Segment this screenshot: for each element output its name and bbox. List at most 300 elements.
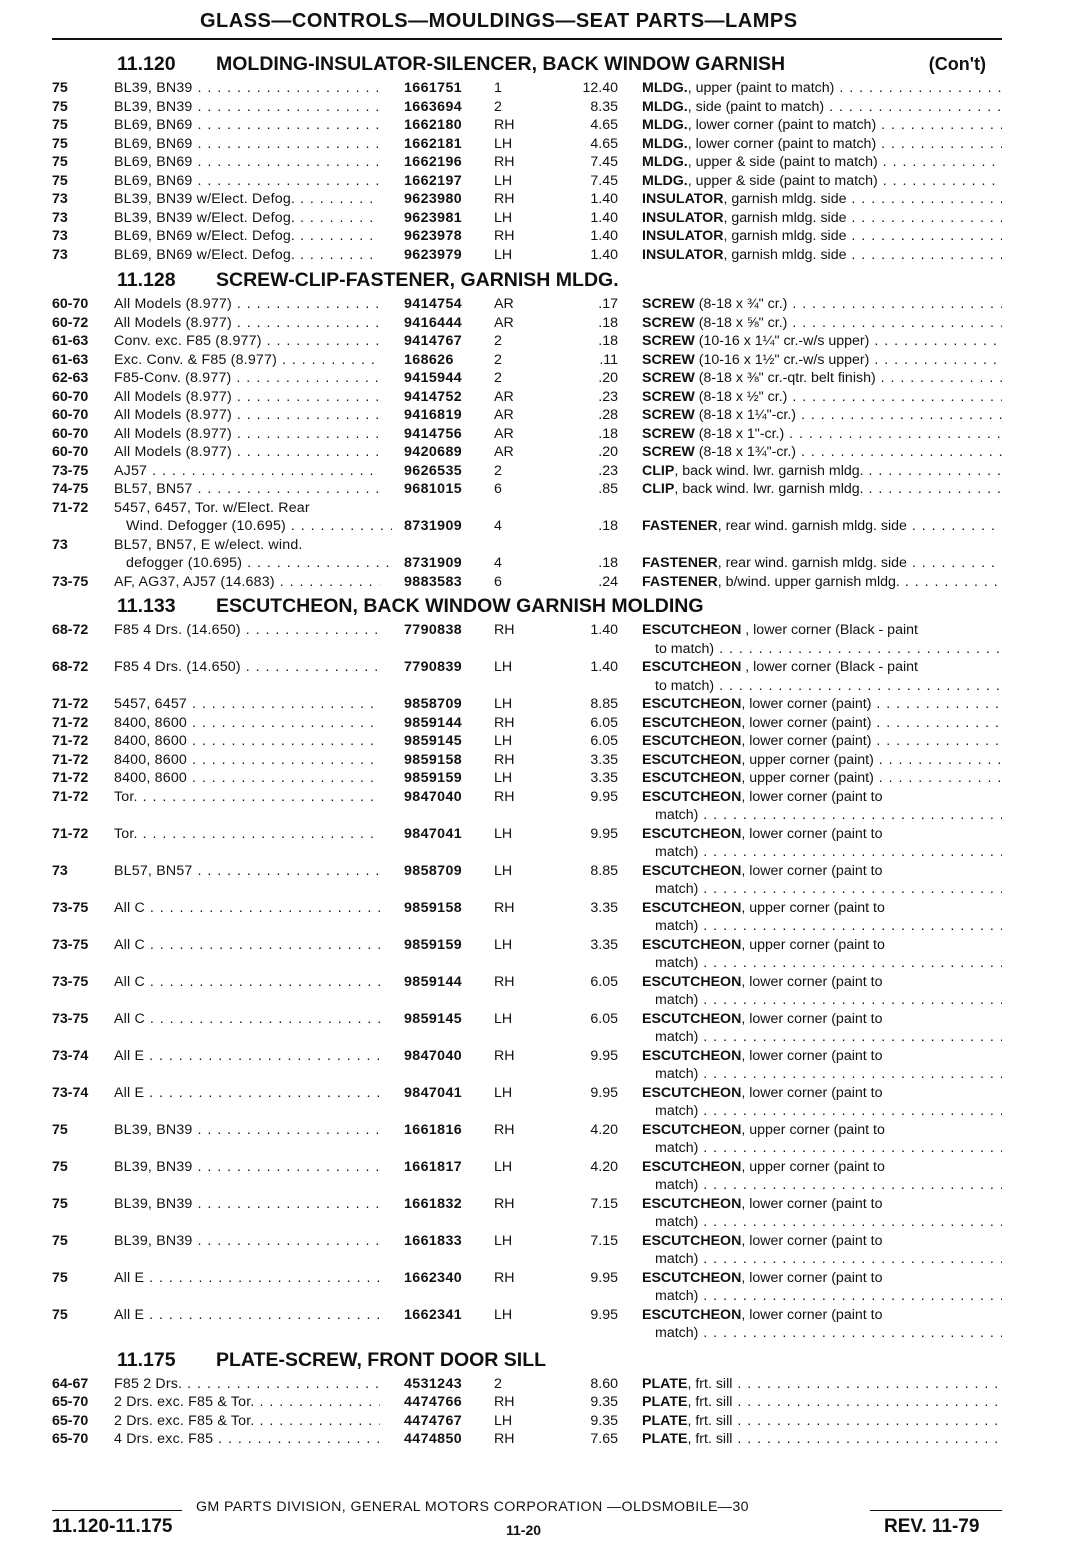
description — [642, 425, 1002, 444]
description-keyword: ESCUTCHEON — [642, 899, 742, 916]
year-range: 73 — [52, 209, 68, 226]
part-number: 9623979 — [404, 246, 463, 263]
description-keyword: SCREW — [642, 388, 695, 405]
part-number: 9859158 — [404, 751, 463, 768]
year-range: 64-67 — [52, 1375, 89, 1392]
description-detail: , lower corner (paint to — [741, 862, 883, 879]
description-cont: to match) . . . — [655, 677, 1002, 696]
table-row — [0, 788, 1080, 825]
description-keyword: ESCUTCHEON — [642, 1047, 742, 1064]
quantity: 6 — [494, 481, 502, 497]
quantity: LH — [494, 1158, 513, 1175]
part-number: 9416444 — [404, 314, 463, 331]
part-number: 9858709 — [404, 696, 463, 712]
table-row — [0, 480, 1080, 499]
table-row — [0, 190, 1080, 209]
table-row — [0, 732, 1080, 751]
description-detail: , lower corner (paint to — [741, 1306, 883, 1323]
model-applicability: 2 Drs. exc. F85 & Tor. . . . — [114, 1412, 380, 1431]
description-keyword: FASTENER — [642, 518, 718, 534]
price: .18 — [598, 425, 618, 442]
section-heading: ESCUTCHEON, BACK WINDOW GARNISH MOLDING — [216, 595, 704, 617]
section-heading: SCREW-CLIP-FASTENER, GARNISH MLDG. — [216, 269, 619, 291]
model-applicability: F85-Conv. (8.977) . . . — [114, 369, 380, 388]
quantity: 2 — [494, 462, 502, 479]
table-row — [0, 1121, 1080, 1158]
price: 7.45 — [590, 172, 618, 189]
description — [642, 825, 1002, 844]
description-detail: , lower corner (paint to — [741, 1084, 883, 1101]
table-row — [0, 1232, 1080, 1269]
price: .11 — [599, 351, 618, 368]
price: 3.35 — [590, 936, 618, 953]
model-applicability: BL39, BN39 . . . — [114, 1158, 380, 1177]
price: .23 — [598, 388, 618, 405]
table-row — [0, 573, 1080, 592]
parts-sections — [0, 52, 1080, 1449]
part-number: 4531243 — [404, 1375, 463, 1392]
year-range: 73 — [52, 536, 68, 553]
quantity: AR — [494, 296, 514, 312]
description-detail: , rear wind. garnish mldg. side — [717, 518, 907, 534]
header-rule — [52, 38, 1002, 40]
model-applicability: All Models (8.977) . . . — [114, 388, 380, 407]
quantity: LH — [494, 246, 513, 263]
description — [642, 751, 1002, 770]
price: 4.65 — [590, 135, 618, 152]
description-cont: match) . . . — [655, 1287, 1002, 1306]
table-row — [0, 1375, 1080, 1394]
description-keyword: ESCUTCHEON — [642, 936, 742, 953]
description-cont: match) . . . — [655, 1139, 1002, 1158]
model-applicability: BL57, BN57 . . . — [114, 480, 380, 499]
quantity: LH — [494, 770, 513, 786]
description — [642, 153, 1002, 172]
year-range: 71-72 — [52, 714, 89, 731]
year-range: 75 — [52, 1306, 68, 1323]
model-applicability: All Models (8.977) . . . — [114, 425, 380, 444]
price: 8.85 — [590, 862, 618, 879]
description-cont: match) . . . — [655, 1250, 1002, 1269]
part-number: 7790839 — [404, 659, 463, 675]
table-row — [0, 406, 1080, 425]
part-number: 1661816 — [404, 1121, 463, 1138]
description-detail: , lower corner (paint to — [741, 1269, 883, 1286]
part-number: 9859145 — [404, 1010, 463, 1027]
quantity: 2 — [494, 98, 502, 115]
year-range: 75 — [52, 135, 68, 152]
model-applicability: AF, AG37, AJ57 (14.683) . . . — [114, 573, 380, 592]
price: 9.35 — [590, 1394, 618, 1410]
part-number: 1661751 — [404, 80, 463, 96]
year-range: 60-70 — [52, 407, 89, 423]
description-cont: match) . . . — [655, 1102, 1002, 1121]
model-applicability: BL69, BN69 . . . — [114, 135, 380, 154]
price: 9.95 — [590, 1269, 618, 1286]
part-number: 8731909 — [404, 518, 463, 534]
quantity: AR — [494, 388, 514, 405]
part-number: 9414756 — [404, 425, 463, 442]
price: 3.35 — [590, 770, 618, 786]
description-detail: , upper corner (paint) — [741, 751, 874, 768]
description-keyword: MLDG. — [642, 172, 688, 189]
part-number: 9414752 — [404, 388, 463, 405]
quantity: 4 — [494, 555, 502, 571]
description-keyword: ESCUTCHEON — [642, 788, 742, 805]
quantity: RH — [494, 1431, 515, 1447]
price: 1.40 — [590, 228, 618, 244]
description-keyword: ESCUTCHEON — [642, 862, 742, 879]
description-detail: (8-18 x ½" cr.) — [694, 388, 788, 405]
model-applicability: Conv. exc. F85 (8.977) . . . — [114, 332, 380, 351]
quantity: LH — [494, 209, 513, 226]
description-keyword: SCREW — [642, 425, 695, 442]
quantity: RH — [494, 228, 515, 244]
year-range: 60-70 — [52, 444, 89, 460]
quantity: LH — [494, 659, 513, 675]
description — [642, 658, 1002, 677]
description — [642, 1375, 1002, 1394]
table-row — [0, 1430, 1080, 1449]
quantity: RH — [494, 788, 515, 805]
price: 1.40 — [590, 191, 618, 207]
model-applicability: BL39, BN39 . . . — [114, 1195, 380, 1214]
description-keyword: ESCUTCHEON — [642, 714, 742, 731]
description-keyword: ESCUTCHEON — [642, 1010, 742, 1027]
quantity: RH — [494, 191, 515, 207]
table-row — [0, 621, 1080, 658]
model-applicability: BL69, BN69 w/Elect. Defog. . . . — [114, 227, 380, 246]
model-applicability: BL39, BN39 w/Elect. Defog. . . . — [114, 209, 380, 228]
table-row — [0, 1084, 1080, 1121]
year-range: 71-72 — [52, 499, 89, 516]
year-range: 73-75 — [52, 973, 89, 990]
description — [642, 1158, 1002, 1177]
table-row — [0, 973, 1080, 1010]
part-number: 1662341 — [404, 1306, 463, 1323]
table-row — [0, 1412, 1080, 1431]
description — [642, 1430, 1002, 1449]
description — [642, 1393, 1002, 1412]
description-detail: , lower corner (Black - paint — [741, 659, 918, 675]
model-applicability: 5457, 6457, Tor. w/Elect. Rear — [114, 499, 310, 516]
quantity: RH — [494, 899, 515, 916]
year-range: 68-72 — [52, 622, 89, 638]
year-range: 75 — [52, 1269, 68, 1286]
model-applicability: 4 Drs. exc. F85 . . . — [114, 1430, 380, 1449]
table-row — [0, 769, 1080, 788]
description — [642, 480, 1002, 499]
description — [642, 351, 1002, 370]
price: 4.20 — [590, 1121, 618, 1138]
section-number: 11.120 — [117, 53, 176, 75]
description — [642, 1269, 1002, 1288]
description — [642, 714, 1002, 733]
part-number: 9681015 — [404, 481, 463, 497]
quantity: RH — [494, 714, 515, 731]
table-row — [0, 536, 1080, 573]
description-keyword: ESCUTCHEON — [642, 1232, 742, 1249]
table-row — [0, 1158, 1080, 1195]
description-detail: , upper corner (paint to — [741, 899, 885, 916]
footer-page-number: 11-20 — [506, 1522, 542, 1538]
description-detail: (8-18 x ⅜" cr.-qtr. belt finish) — [694, 370, 876, 386]
model-applicability: 2 Drs. exc. F85 & Tor. . . . — [114, 1393, 380, 1412]
year-range: 61-63 — [52, 333, 89, 349]
quantity: LH — [494, 135, 513, 152]
table-row — [0, 1195, 1080, 1232]
price: .85 — [598, 481, 618, 497]
description-detail: , lower corner (paint to — [741, 825, 883, 842]
description-detail: (10-16 x 1¼" cr.-w/s upper) — [694, 333, 870, 349]
model-applicability: BL39, BN39 . . . — [114, 1121, 380, 1140]
table-row — [0, 246, 1080, 265]
part-number: 9847040 — [404, 788, 463, 805]
description — [642, 621, 1002, 640]
year-range: 73-74 — [52, 1084, 89, 1101]
description-keyword: INSULATOR — [642, 209, 724, 226]
part-number: 168626 — [404, 351, 454, 368]
quantity: RH — [494, 154, 515, 170]
year-range: 60-70 — [52, 388, 89, 405]
part-number: 9859159 — [404, 936, 463, 953]
table-row — [0, 751, 1080, 770]
description — [642, 246, 1002, 265]
part-number: 9623981 — [404, 209, 463, 226]
description-keyword: PLATE — [642, 1431, 688, 1447]
description-detail: , upper & side (paint to match) — [687, 154, 878, 170]
description — [642, 788, 1002, 807]
table-row — [0, 98, 1080, 117]
model-applicability: All E . . . — [114, 1084, 380, 1103]
price: .18 — [598, 333, 618, 349]
model-applicability: F85 4 Drs. (14.650) . . . — [114, 658, 380, 677]
quantity: AR — [494, 407, 514, 423]
quantity: RH — [494, 1394, 515, 1410]
price: 4.65 — [590, 117, 618, 133]
part-number: 1662180 — [404, 117, 463, 133]
part-number: 7790838 — [404, 622, 463, 638]
model-applicability: BL57, BN57 . . . — [114, 862, 380, 881]
model-applicability: BL39, BN39 . . . — [114, 1232, 380, 1251]
section-number: 11.175 — [117, 1348, 176, 1371]
table-row — [0, 153, 1080, 172]
section-title — [0, 1348, 1080, 1375]
description — [642, 190, 1002, 209]
price: 7.65 — [590, 1431, 618, 1447]
description-detail: , garnish mldg. side — [723, 246, 847, 263]
description — [642, 1306, 1002, 1325]
description-keyword: INSULATOR — [642, 228, 724, 244]
description-keyword: ESCUTCHEON — [642, 770, 742, 786]
page-header: GLASS—CONTROLS—MOULDINGS—SEAT PARTS—LAMPS — [200, 10, 798, 32]
model-applicability: F85 4 Drs. (14.650) . . . — [114, 621, 380, 640]
table-row — [0, 714, 1080, 733]
year-range: 71-72 — [52, 788, 89, 805]
price: 9.95 — [590, 788, 618, 805]
description — [642, 1047, 1002, 1066]
description-keyword: ESCUTCHEON — [642, 1158, 742, 1175]
price: 12.40 — [582, 80, 618, 96]
price: 9.95 — [590, 825, 618, 842]
description-keyword: PLATE — [642, 1375, 688, 1392]
model-applicability: BL69, BN69 . . . — [114, 172, 380, 191]
price: 7.15 — [590, 1232, 618, 1249]
quantity: 2 — [494, 351, 502, 368]
part-number: 1662197 — [404, 172, 463, 189]
part-number: 9414767 — [404, 333, 463, 349]
description — [642, 936, 1002, 955]
price: 6.05 — [590, 714, 618, 731]
section-title — [0, 52, 1080, 79]
year-range: 71-72 — [52, 751, 89, 768]
part-number: 9883583 — [404, 573, 463, 590]
price: 6.05 — [590, 973, 618, 990]
description-keyword: SCREW — [642, 444, 695, 460]
quantity: 2 — [494, 333, 502, 349]
price: 1.40 — [590, 622, 618, 638]
footer-rule-right — [870, 1510, 1002, 1511]
year-range: 75 — [52, 80, 68, 96]
description-keyword: MLDG. — [642, 154, 688, 170]
footer-revision: REV. 11-79 — [884, 1516, 980, 1537]
part-number: 9623980 — [404, 191, 463, 207]
part-number: 4474766 — [404, 1394, 463, 1410]
section-number: 11.128 — [117, 269, 176, 291]
year-range: 73-75 — [52, 1010, 89, 1027]
part-number: 1663694 — [404, 98, 463, 115]
description-keyword: MLDG. — [642, 117, 688, 133]
quantity: RH — [494, 1195, 515, 1212]
table-row — [0, 825, 1080, 862]
description-keyword: PLATE — [642, 1394, 688, 1410]
model-applicability: Tor. . . . — [114, 825, 380, 844]
quantity: RH — [494, 751, 515, 768]
price: 7.15 — [590, 1195, 618, 1212]
price: .18 — [598, 555, 618, 571]
table-row — [0, 209, 1080, 228]
quantity: 1 — [494, 80, 502, 96]
description-keyword: ESCUTCHEON — [642, 973, 742, 990]
description — [642, 899, 1002, 918]
year-range: 73-75 — [52, 462, 89, 479]
price: 9.95 — [590, 1084, 618, 1101]
model-applicability: 5457, 6457 . . . — [114, 695, 380, 714]
table-row — [0, 351, 1080, 370]
year-range: 61-63 — [52, 351, 89, 368]
description-detail: , lower corner (paint to match) — [687, 135, 877, 152]
description — [642, 573, 1002, 592]
quantity: LH — [494, 1232, 513, 1249]
part-number: 4474767 — [404, 1412, 463, 1429]
description-keyword: INSULATOR — [642, 191, 724, 207]
description-cont: match) . . . — [655, 1176, 1002, 1195]
section-number: 11.133 — [117, 595, 176, 617]
description-detail: , back wind. lwr. garnish mldg. — [674, 462, 864, 479]
description-detail: , upper (paint to match) — [687, 80, 835, 96]
model-applicability: BL69, BN69 . . . — [114, 153, 380, 172]
description-detail: , garnish mldg. side — [723, 228, 847, 244]
description-keyword: ESCUTCHEON — [642, 659, 742, 675]
quantity: 6 — [494, 573, 502, 590]
continued-label: (Con't) — [928, 54, 986, 74]
year-range: 73 — [52, 228, 68, 244]
part-number: 1661833 — [404, 1232, 463, 1249]
description — [642, 1232, 1002, 1251]
table-row — [0, 295, 1080, 314]
part-number: 4474850 — [404, 1431, 463, 1447]
model-applicability: All C . . . — [114, 1010, 380, 1029]
description-keyword: FASTENER — [642, 573, 718, 590]
description — [642, 517, 1002, 536]
model-applicability: All C . . . — [114, 899, 380, 918]
table-row — [0, 695, 1080, 714]
price: 7.45 — [590, 154, 618, 170]
table-row — [0, 658, 1080, 695]
description-detail: , upper corner (paint to — [741, 1158, 885, 1175]
quantity: LH — [494, 172, 513, 189]
model-applicability-cont: Wind. Defogger (10.695) . . . — [126, 517, 392, 536]
section-heading: MOLDING-INSULATOR-SILENCER, BACK WINDOW GARNISH — [216, 53, 786, 75]
year-range: 75 — [52, 1195, 68, 1212]
year-range: 73-75 — [52, 573, 89, 590]
price: 1.40 — [590, 209, 618, 226]
description — [642, 1195, 1002, 1214]
section-title — [0, 268, 1080, 295]
price: .20 — [598, 444, 618, 460]
description-cont: match) . . . — [655, 1065, 1002, 1084]
part-number: 9858709 — [404, 862, 463, 879]
description-detail: , lower corner (paint to — [741, 788, 883, 805]
description — [642, 695, 1002, 714]
model-applicability: BL57, BN57, E w/elect. wind. — [114, 536, 303, 553]
description-keyword: ESCUTCHEON — [642, 751, 742, 768]
part-number: 1662196 — [404, 154, 463, 170]
description-keyword: ESCUTCHEON — [642, 696, 742, 712]
description-detail: , lower corner (paint to — [741, 1010, 883, 1027]
model-applicability: 8400, 8600 . . . — [114, 714, 380, 733]
part-number: 9415944 — [404, 370, 463, 386]
description — [642, 1084, 1002, 1103]
description — [642, 295, 1002, 314]
price: 4.20 — [590, 1158, 618, 1175]
description-keyword: ESCUTCHEON — [642, 825, 742, 842]
description-detail: , garnish mldg. side — [723, 191, 847, 207]
description-detail: (8-18 x 1"-cr.) — [694, 425, 785, 442]
description-detail: , upper corner (paint) — [741, 770, 874, 786]
description — [642, 406, 1002, 425]
part-number: 9859159 — [404, 770, 463, 786]
part-number: 9420689 — [404, 444, 463, 460]
year-range: 74-75 — [52, 481, 89, 497]
description-detail: , lower corner (paint) — [741, 714, 872, 731]
description-keyword: ESCUTCHEON — [642, 1084, 742, 1101]
price: .17 — [598, 296, 618, 312]
year-range: 65-70 — [52, 1431, 89, 1447]
description-keyword: PLATE — [642, 1412, 688, 1429]
quantity: LH — [494, 696, 513, 712]
description-keyword: ESCUTCHEON — [642, 1195, 742, 1212]
description-detail: (8-18 x ⅝" cr.) — [694, 314, 788, 331]
description-cont: match) . . . — [655, 806, 1002, 825]
description-keyword: SCREW — [642, 296, 695, 312]
model-applicability: All E . . . — [114, 1269, 380, 1288]
quantity: LH — [494, 862, 513, 879]
description — [642, 172, 1002, 191]
quantity: LH — [494, 1084, 513, 1101]
description-keyword: INSULATOR — [642, 246, 724, 263]
model-applicability: All Models (8.977) . . . — [114, 443, 380, 462]
